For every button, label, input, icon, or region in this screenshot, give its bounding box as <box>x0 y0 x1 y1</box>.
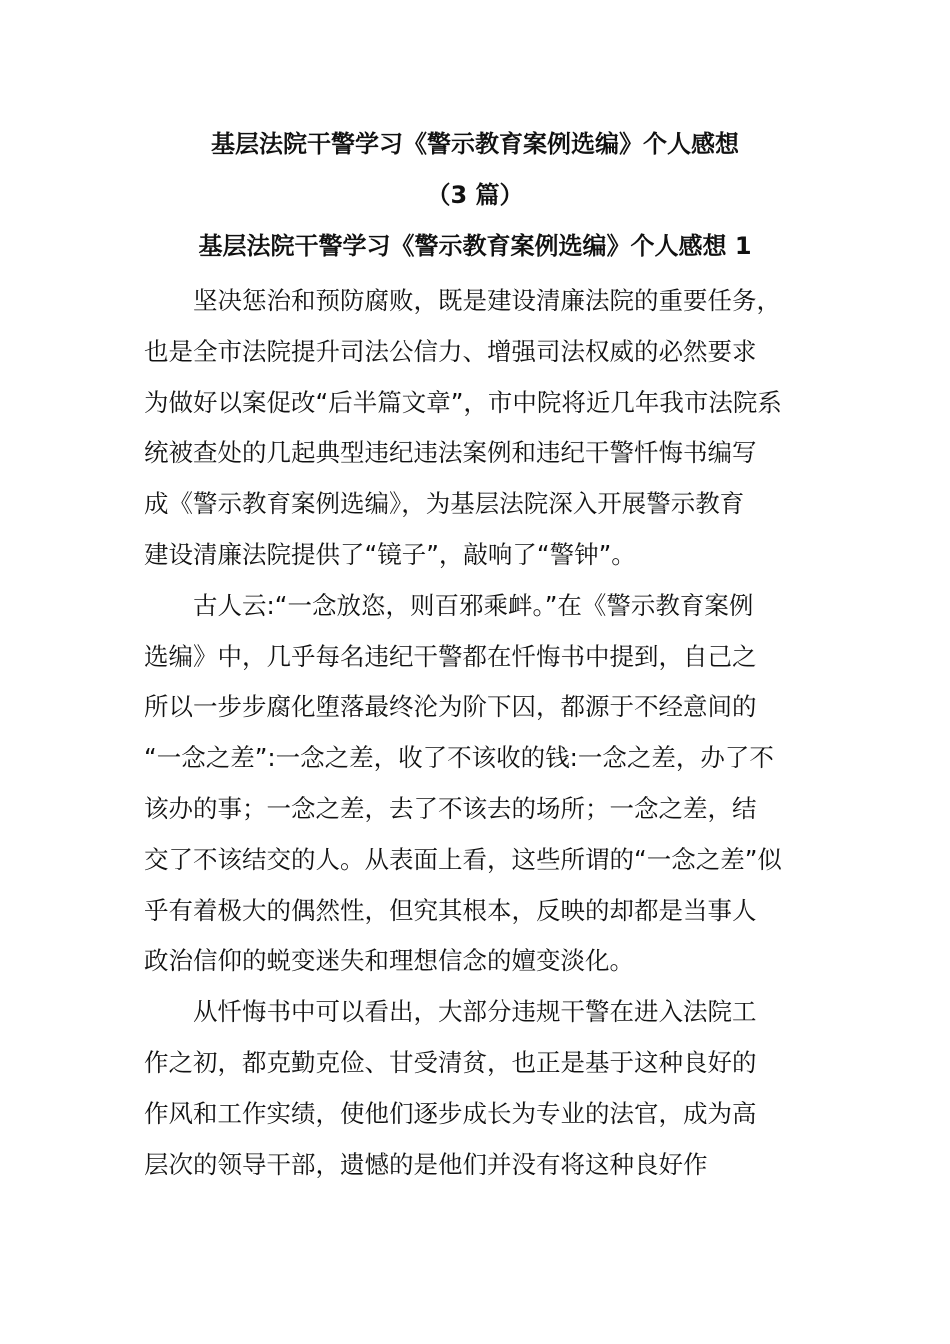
paragraph-2 <box>144 581 824 987</box>
paragraph-line: 乎有着极大的偶然性，但究其根本，反映的却都是当事人 <box>144 895 757 925</box>
paragraph-line: 作风和工作实绩，使他们逐步成长为专业的法官，成为高 <box>144 1098 757 1128</box>
document-body <box>144 276 824 1190</box>
paragraph-line: 统被查处的几起典型违纪违法案例和违纪干警忏悔书编写 <box>144 438 757 468</box>
paragraph-line: 该办的事；一念之差，去了不该去的场所；一念之差，结 <box>144 793 757 823</box>
paragraph-line: 为做好以案促改“后半篇文章”，市中院将近几年我市法院系 <box>144 387 782 417</box>
paragraph-line: 交了不该结交的人。从表面上看，这些所谓的“一念之差”似 <box>144 844 782 874</box>
paragraph-line: 从忏悔书中可以看出，大部分违规干警在进入法院工 <box>193 997 757 1027</box>
paragraph-line: 古人云:“一念放恣，则百邪乘衅。”在《警示教育案例 <box>193 590 754 620</box>
section-heading: 基层法院干警学习《警示教育案例选编》个人感想 1 <box>198 232 752 260</box>
paragraph-line: 政治信仰的蜕变迷失和理想信念的嬗变淡化。 <box>144 946 634 976</box>
paragraph-line: 建设清廉法院提供了“镜子”，敲响了“警钟”。 <box>144 539 636 569</box>
paragraph-line: 作之初，都克勤克俭、甘受清贫，也正是基于这种良好的 <box>144 1047 757 1077</box>
paragraph-line: “一念之差”:一念之差，收了不该收的钱:一念之差，办了不 <box>144 743 774 773</box>
document-title-count: （3 篇） <box>426 181 524 209</box>
paragraph-line: 成《警示教育案例选编》，为基层法院深入开展警示教育 <box>144 489 745 519</box>
paragraph-1 <box>144 276 824 581</box>
paragraph-line: 所以一步步腐化堕落最终沦为阶下囚，都源于不经意间的 <box>144 692 757 722</box>
paragraph-line: 坚决惩治和预防腐败，既是建设清廉法院的重要任务， <box>193 286 781 315</box>
paragraph-line: 选编》中，几乎每名违纪干警都在忏悔书中提到，自己之 <box>144 641 757 671</box>
document-title: 基层法院干警学习《警示教育案例选编》个人感想 <box>211 130 739 158</box>
paragraph-line: 层次的领导干部，遗憾的是他们并没有将这种良好作 <box>144 1149 708 1179</box>
paragraph-line: 也是全市法院提升司法公信力、增强司法权威的必然要求 <box>144 336 757 366</box>
paragraph-3 <box>144 987 824 1190</box>
